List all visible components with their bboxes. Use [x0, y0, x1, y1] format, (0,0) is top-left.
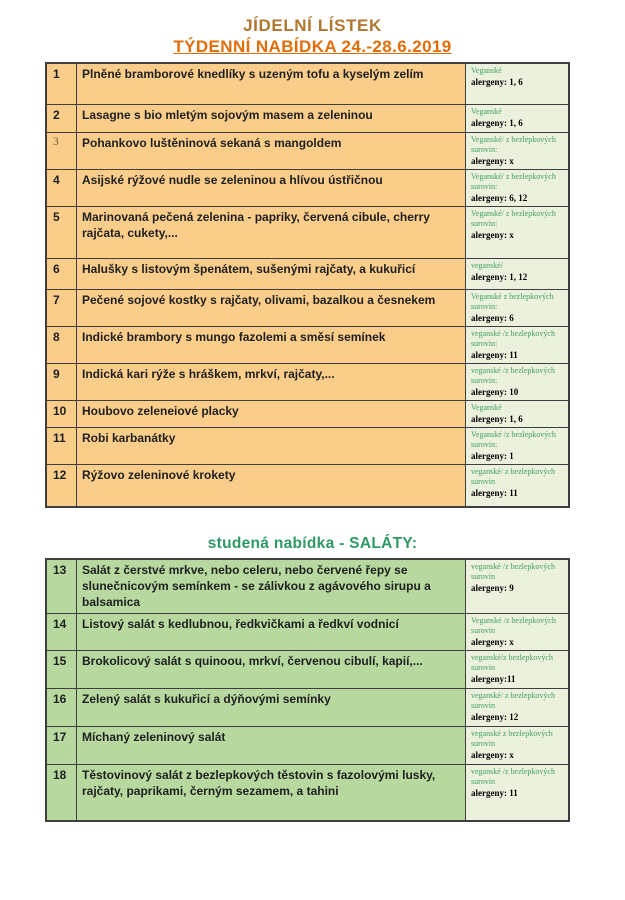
table-row	[47, 132, 568, 169]
allergens-label: alergeny: 11	[471, 788, 518, 799]
allergens-label: alergeny: 11	[471, 350, 518, 360]
diet-info-cell	[466, 364, 568, 400]
row-number: 9	[47, 364, 77, 400]
diet-info-cell	[466, 651, 568, 688]
dish-name: Houbovo zeleneiové placky	[77, 401, 466, 427]
row-number: 14	[47, 614, 77, 650]
row-number: 16	[47, 689, 77, 726]
diet-label: veganské /z bezlepkových surovin	[471, 562, 555, 581]
dish-name: Těstovinový salát z bezlepkových těstovin s fazolovými lusky, rajčaty, paprikami, černým sezamem, a tahini	[77, 765, 466, 820]
allergens-label: alergeny: 9	[471, 583, 514, 593]
allergens-label: alergeny: x	[471, 156, 514, 166]
table-row	[47, 688, 568, 726]
diet-info-cell	[466, 765, 568, 820]
row-number: 13	[47, 560, 77, 613]
table-row	[47, 206, 568, 258]
row-number: 17	[47, 727, 77, 764]
diet-label: veganské /z bezlepkových surovin	[471, 767, 555, 787]
weekly-menu-table	[45, 62, 570, 508]
diet-info-cell	[466, 259, 568, 289]
dish-name: Pečené sojové kostky s rajčaty, olivami, bazalkou a česnekem	[77, 290, 466, 326]
allergens-label: alergeny: x	[471, 230, 514, 240]
dish-name: Lasagne s bio mletým sojovým masem a zeleninou	[77, 105, 466, 132]
diet-info-cell	[466, 290, 568, 326]
allergens-label: alergeny: 6	[471, 313, 514, 323]
diet-label: veganské /z bezlepkových surovin:	[471, 329, 555, 348]
diet-label: veganské/ z bezlepkových surovin	[471, 467, 555, 486]
allergens-label: alergeny: 10	[471, 387, 519, 397]
diet-label: Veganské/ z bezlepkových surovin:	[471, 209, 556, 228]
table-row	[47, 64, 568, 104]
diet-label: Veganské	[471, 403, 502, 412]
diet-info-cell	[466, 614, 568, 650]
diet-label: Veganské	[471, 107, 502, 116]
table-row	[47, 427, 568, 464]
row-number: 12	[47, 465, 77, 506]
diet-info-cell	[466, 105, 568, 132]
salads-section-title: studená nabídka - SALÁTY:	[207, 535, 418, 552]
row-number: 5	[47, 207, 77, 258]
diet-info-cell	[466, 207, 568, 258]
dish-name: Listový salát s kedlubnou, ředkvičkami a ředkví vodnicí	[77, 614, 466, 650]
diet-label: veganské/	[471, 261, 503, 270]
table-row	[47, 764, 568, 820]
diet-info-cell	[466, 689, 568, 726]
salads-menu-table	[45, 558, 570, 822]
diet-label: veganské /z bezlepkových surovin:	[471, 366, 555, 385]
diet-label: veganské/ z bezlepkových surovin	[471, 691, 555, 711]
table-row	[47, 464, 568, 506]
table-row	[47, 560, 568, 613]
dish-name: Salát z čerstvé mrkve, nebo celeru, nebo červené řepy se slunečnicovým semínkem - se zálivkou z agávového sirupu a balsamica	[77, 560, 466, 613]
diet-info-cell	[466, 327, 568, 363]
diet-info-cell	[466, 465, 568, 506]
table-row	[47, 400, 568, 427]
row-number: 18	[47, 765, 77, 820]
diet-label: veganské z bezlepkových surovin	[471, 729, 553, 749]
dish-name: Zelený salát s kukuřicí a dýňovými semínky	[77, 689, 466, 726]
dish-name: Indická kari rýže s hráškem, mrkví, rajčaty,...	[77, 364, 466, 400]
row-number: 6	[47, 259, 77, 289]
diet-label: Veganské /z bezlepkových surovin	[471, 616, 556, 636]
row-number: 15	[47, 651, 77, 688]
dish-name: Pohankovo luštěninová sekaná s mangoldem	[77, 133, 466, 169]
table-row	[47, 613, 568, 650]
diet-label: Veganské z bezlepkových surovin:	[471, 292, 554, 311]
row-number: 10	[47, 401, 77, 427]
allergens-label: alergeny: x	[471, 637, 514, 648]
diet-info-cell	[466, 401, 568, 427]
dish-name: Indické brambory s mungo fazolemi a směsí semínek	[77, 327, 466, 363]
table-row	[47, 104, 568, 132]
diet-info-cell	[466, 133, 568, 169]
allergens-label: alergeny: 1	[471, 451, 514, 461]
dish-name: Brokolicový salát s quinoou, mrkví, červenou cibulí, kapií,...	[77, 651, 466, 688]
allergens-label: alergeny: 6, 12	[471, 193, 528, 203]
allergens-label: alergeny: 1, 6	[471, 414, 523, 424]
dish-name: Asijské rýžové nudle se zeleninou a hlívou ústřičnou	[77, 170, 466, 206]
dish-name: Robi karbanátky	[77, 428, 466, 464]
diet-label: Veganské/ z bezlepkových surovin:	[471, 172, 556, 191]
dish-name: Plněné bramborové knedlíky s uzeným tofu a kyselým zelím	[77, 64, 466, 104]
page-subtitle: TÝDENNÍ NABÍDKA 24.-28.6.2019	[173, 37, 452, 56]
row-number: 11	[47, 428, 77, 464]
allergens-label: alergeny: 11	[471, 488, 518, 498]
allergens-label: alergeny: x	[471, 750, 514, 761]
table-row	[47, 289, 568, 326]
diet-info-cell	[466, 64, 568, 104]
dish-name: Míchaný zeleninový salát	[77, 727, 466, 764]
row-number: 4	[47, 170, 77, 206]
allergens-label: alergeny:11	[471, 674, 516, 685]
diet-label: veganské/z bezlepkových surovin	[471, 653, 553, 673]
table-row	[47, 258, 568, 289]
table-row	[47, 326, 568, 363]
row-number: 1	[47, 64, 77, 104]
table-row	[47, 363, 568, 400]
row-number: 7	[47, 290, 77, 326]
allergens-label: alergeny: 1, 6	[471, 118, 523, 128]
menu-page	[0, 16, 625, 822]
table-row	[47, 726, 568, 764]
page-title: JÍDELNÍ LÍSTEK	[243, 16, 382, 35]
dish-name: Marinovaná pečená zelenina - papriky, červená cibule, cherry rajčata, cukety,...	[77, 207, 466, 258]
table-row	[47, 169, 568, 206]
diet-info-cell	[466, 727, 568, 764]
diet-label: Veganské/ z bezlepkových surovin:	[471, 135, 556, 154]
row-number: 2	[47, 105, 77, 132]
allergens-label: alergeny: 1, 12	[471, 272, 528, 282]
diet-label: Veganské	[471, 66, 502, 75]
diet-info-cell	[466, 560, 568, 613]
allergens-label: alergeny: 12	[471, 712, 519, 723]
row-number: 8	[47, 327, 77, 363]
diet-info-cell	[466, 428, 568, 464]
table-row	[47, 650, 568, 688]
allergens-label: alergeny: 1, 6	[471, 77, 523, 87]
diet-label: Veganské /z bezlepkových surovin:	[471, 430, 556, 449]
row-number: 3	[47, 133, 77, 169]
dish-name: Halušky s listovým špenátem, sušenými rajčaty, a kukuřicí	[77, 259, 466, 289]
dish-name: Rýžovo zeleninové krokety	[77, 465, 466, 506]
diet-info-cell	[466, 170, 568, 206]
